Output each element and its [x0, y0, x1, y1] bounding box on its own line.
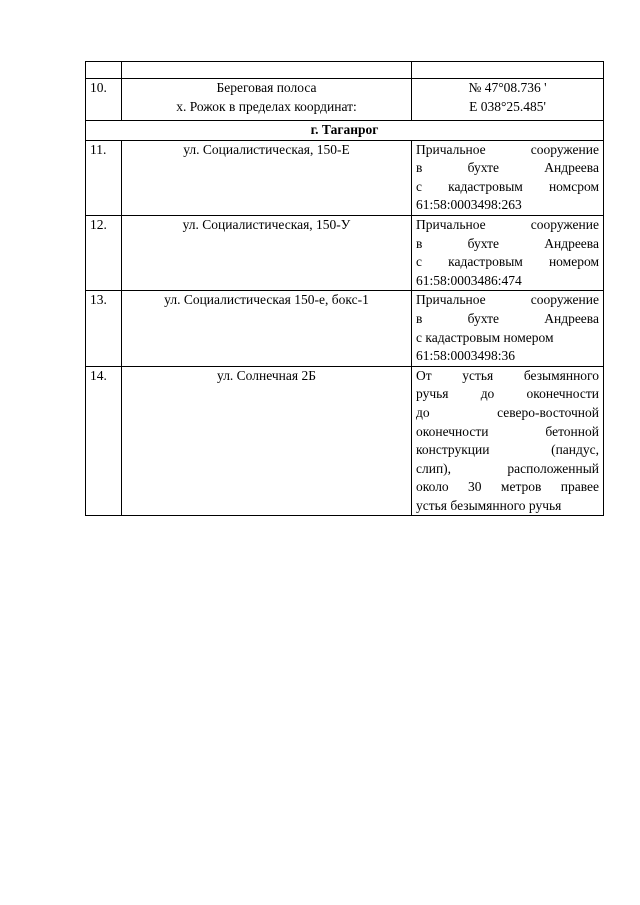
- row-number: 13.: [86, 291, 122, 366]
- address-line: Береговая полоса: [216, 80, 317, 95]
- row-address: [122, 291, 412, 366]
- description-line: Причальное сооружение: [416, 216, 599, 232]
- row-number: 11.: [86, 140, 122, 215]
- row-address: [122, 366, 412, 516]
- description-line: 61:58:0003486:474: [416, 272, 522, 288]
- description-line: с кадастровым номсром: [416, 178, 599, 194]
- description-line: 61:58:0003498:263: [416, 197, 522, 213]
- address-line: ул. Социалистическая 150-е, бокс-1: [164, 292, 369, 308]
- row-address: [122, 215, 412, 290]
- description-line: около 30 метров правее: [416, 479, 599, 495]
- description-line: слип), расположенный: [416, 460, 599, 476]
- table-row: [86, 366, 604, 516]
- header-cell-address: [122, 62, 412, 79]
- description-line: оконечности бетонной: [416, 423, 599, 439]
- address-line: ул. Солнечная 2Б: [217, 367, 316, 383]
- description-line: в бухте Андреева: [416, 235, 599, 251]
- description-line: в бухте Андреева: [416, 160, 599, 176]
- row-number: 12.: [86, 215, 122, 290]
- document-table: [85, 61, 604, 516]
- city-row: [86, 121, 604, 141]
- row-description: [412, 140, 604, 215]
- row-number: 14.: [86, 366, 122, 516]
- table-row: [86, 79, 604, 121]
- coordinate-line: Е 038°25.485': [469, 98, 546, 114]
- address-line: х. Рожок в пределах координат:: [176, 98, 357, 114]
- description-line: Причальное сооружение: [416, 292, 599, 308]
- row-address: [122, 79, 412, 121]
- header-cell-description: [412, 62, 604, 79]
- row-description: [412, 215, 604, 290]
- description-line: в бухте Андреева: [416, 310, 599, 326]
- table-row: [86, 215, 604, 290]
- address-line: ул. Социалистическая, 150-Е: [183, 141, 350, 157]
- description-line: От устья безымянного: [416, 367, 599, 383]
- description-line: Причальное сооружение: [416, 141, 599, 157]
- city-name: г. Таганрог: [86, 121, 604, 141]
- row-number: 10.: [86, 79, 122, 121]
- table-row: [86, 291, 604, 366]
- description-line: до северо-восточной: [416, 404, 599, 420]
- header-cell-num: [86, 62, 122, 79]
- row-description: [412, 366, 604, 516]
- row-description: [412, 291, 604, 366]
- row-address: [122, 140, 412, 215]
- address-line: ул. Социалистическая, 150-У: [182, 216, 351, 232]
- coordinate-line: № 47°08.736 ': [468, 80, 547, 95]
- description-line: с кадастровым номером: [416, 329, 554, 345]
- description-line: устья безымянного ручья: [416, 497, 562, 513]
- description-line: 61:58:0003498:36: [416, 348, 516, 364]
- description-line: с кадастровым номером: [416, 254, 599, 270]
- description-line: ручья до оконечности: [416, 386, 599, 402]
- table-header-row: [86, 62, 604, 79]
- table-row: [86, 140, 604, 215]
- row-coordinates: [412, 79, 604, 121]
- description-line: конструкции (пандус,: [416, 442, 599, 458]
